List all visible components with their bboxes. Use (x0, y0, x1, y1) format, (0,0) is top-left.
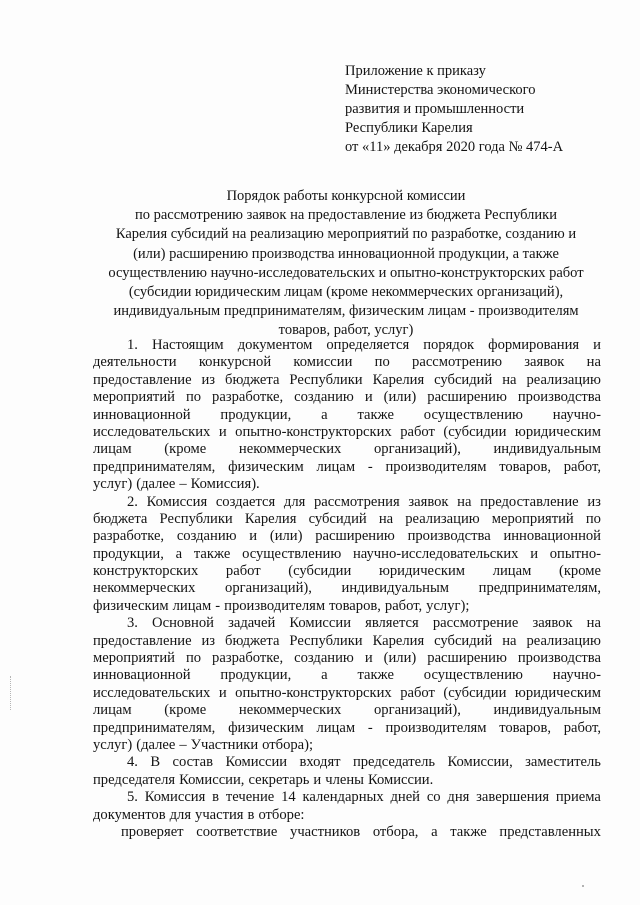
body-line (93, 702, 601, 719)
body-word: лицам (316, 719, 356, 736)
title-line: индивидуальным предпринимателям, физическим лицам - производителям (113, 303, 579, 320)
body-word: на (586, 615, 601, 632)
body-word: участников (290, 823, 361, 840)
body-line (93, 476, 601, 493)
body-word: 1. (127, 337, 138, 353)
body-word: Республики (289, 632, 363, 649)
body-word: научно- (552, 667, 601, 684)
body-word: деятельности (93, 354, 177, 371)
body-word: реализацию (526, 632, 601, 649)
body-word: производства (407, 528, 491, 545)
body-word: В (150, 754, 161, 771)
body-word: работ (400, 423, 435, 440)
body-line (93, 667, 601, 684)
body-word: лицам (172, 597, 212, 614)
body-line (93, 772, 601, 789)
body-word: заместитель (525, 754, 601, 771)
scan-dot-mark (582, 885, 584, 887)
body-word: в (247, 806, 255, 823)
body-word: и (364, 389, 373, 406)
body-word: 4. (127, 754, 138, 771)
body-word: также (450, 823, 487, 840)
appendix-line: развития и промышленности (345, 101, 525, 117)
body-word: опытно-конструкторских (235, 684, 392, 701)
body-word: Комиссии (225, 754, 288, 771)
body-word: научно- (552, 406, 601, 423)
body-word: мероприятий (491, 510, 574, 527)
body-word: субсидий (434, 371, 493, 388)
body-word: рассмотрения (313, 493, 400, 510)
body-line (93, 337, 601, 354)
body-word: субсидий (308, 510, 367, 527)
document-title (86, 187, 606, 341)
body-word: конструкторских (93, 563, 199, 580)
body-line (93, 807, 601, 824)
body-word: индивидуальным (341, 580, 450, 597)
body-line (93, 580, 601, 597)
body-word: товаров, (499, 458, 551, 475)
body-word: юридическим (378, 563, 466, 580)
body-word: созданию (294, 389, 354, 406)
body-word: из (201, 632, 216, 649)
body-word: Карелия (372, 371, 425, 388)
body-word: также (193, 545, 231, 562)
body-word: течение (225, 789, 275, 806)
body-word: Комиссии (289, 615, 352, 632)
body-word: Карелия (244, 510, 297, 527)
body-word: календарных (302, 789, 384, 806)
body-word: физическим (228, 458, 304, 475)
body-word: из (587, 493, 601, 510)
body-word: созданию (176, 528, 237, 545)
body-word: председатель (352, 754, 436, 771)
body-word: Республики (159, 510, 233, 527)
body-word: лицам (492, 563, 532, 580)
body-word: мероприятий (93, 650, 175, 667)
body-word: порядок (423, 337, 475, 353)
body-word: также (357, 406, 394, 423)
body-word: 14 (281, 789, 296, 806)
body-word: научно-исследовательских (352, 545, 519, 562)
body-word: отбора, (372, 823, 419, 840)
body-line (93, 737, 601, 754)
appendix-line: Приложение к приказу (345, 63, 486, 79)
body-word: – (179, 736, 187, 753)
body-word: (кроме (164, 441, 207, 458)
body-word: Комиссия (144, 789, 206, 806)
body-word: (кроме (558, 563, 601, 580)
body-word: бюджета (93, 510, 148, 527)
body-word: и (218, 684, 227, 701)
body-word: расширению (427, 389, 507, 406)
title-line: (или) расширению производства инновационной продукции, а также (133, 245, 559, 262)
body-line (93, 685, 601, 702)
body-word: организаций), (373, 441, 461, 458)
body-word: приема (555, 789, 601, 806)
body-word: некоммерческих (238, 702, 342, 719)
body-word: а (431, 823, 438, 840)
body-word: инновационной (93, 406, 191, 423)
body-word: предпринимателям, (478, 580, 601, 597)
body-word: работ (225, 563, 261, 580)
body-line (93, 754, 601, 771)
body-word: организаций), (373, 702, 461, 719)
body-word: осуществлению (242, 545, 342, 562)
body-word: является (365, 615, 419, 632)
body-word: 5. (127, 789, 138, 806)
body-word: секретарь (248, 771, 310, 788)
body-word: расширению (315, 528, 395, 545)
body-line (93, 389, 601, 406)
body-line (93, 372, 601, 389)
body-word: определяется (326, 337, 410, 353)
body-word: производства (517, 650, 601, 667)
body-word: и (218, 423, 227, 440)
body-line (93, 789, 601, 806)
body-word: Комиссия). (190, 476, 260, 493)
body-word: (кроме (164, 702, 207, 719)
body-word: исследовательских (93, 684, 211, 701)
body-word: продукции, (93, 545, 164, 562)
body-word: рассмотрению (412, 354, 502, 371)
body-word: представленных (499, 823, 601, 840)
body-line (93, 441, 601, 458)
body-line (93, 824, 601, 841)
appendix-line: от «11» декабря 2020 года № 474-А (345, 139, 564, 155)
body-word: услуг); (426, 597, 470, 614)
body-word: (субсидии (288, 563, 352, 580)
body-word: производства (517, 389, 601, 406)
body-word: и (249, 528, 258, 545)
title-line: (субсидии юридическим лицам (кроме некоммерческих организаций), (128, 284, 564, 301)
body-word: - (367, 719, 373, 736)
body-word: по (374, 354, 390, 371)
body-line (93, 598, 601, 615)
body-word: некоммерческих (93, 580, 196, 597)
document-body (93, 337, 601, 841)
body-word: комиссии (293, 354, 353, 371)
body-word: лицам (316, 458, 356, 475)
body-word: осуществлению (423, 406, 523, 423)
body-line (93, 528, 601, 545)
title-line: осуществлению научно-исследовательских и опытно-конструкторских работ (108, 264, 584, 281)
body-word: документов (93, 806, 166, 823)
body-word: для (283, 493, 306, 510)
body-word: бюджета (225, 632, 280, 649)
body-word: - (215, 597, 221, 614)
body-word: дня (447, 789, 470, 806)
body-word: создается (215, 493, 276, 510)
body-line (93, 633, 601, 650)
body-word: индивидуальным (493, 702, 601, 719)
appendix-block (345, 62, 615, 157)
body-word: работ, (563, 458, 601, 475)
body-word: входят (299, 754, 341, 771)
body-word: проверяет (121, 823, 184, 840)
body-word: физическим (93, 597, 169, 614)
body-word: Комиссия (146, 493, 208, 510)
body-word: (субсидии (443, 423, 507, 440)
body-word: Участники (190, 736, 259, 753)
body-word: продукции, (220, 667, 292, 684)
body-word: (далее (136, 736, 176, 753)
body-word: Республики (289, 371, 363, 388)
body-word: расширению (427, 650, 507, 667)
body-word: на (502, 371, 517, 388)
body-word: соответствие (196, 823, 278, 840)
body-word: дней (390, 789, 420, 806)
body-line (93, 459, 601, 476)
body-word: Настоящим (151, 337, 224, 353)
body-word: лицам (93, 702, 132, 719)
body-line (93, 563, 601, 580)
body-word: предоставление (480, 493, 579, 510)
body-line (93, 494, 601, 511)
body-word: юридическим (514, 684, 601, 701)
body-word: формирования (488, 337, 580, 353)
body-word: индивидуальным (493, 441, 601, 458)
body-line (93, 650, 601, 667)
body-line (93, 511, 601, 528)
body-word: реализацию (405, 510, 480, 527)
body-word: производителям (385, 719, 487, 736)
body-word: отборе: (258, 806, 305, 823)
body-word: производителям (385, 458, 487, 475)
body-word: работ, (563, 719, 601, 736)
title-line: Карелия субсидий на реализацию мероприятий по разработке, созданию и (115, 226, 577, 243)
body-word: осуществлению (423, 667, 523, 684)
body-word: по (185, 389, 202, 406)
body-word: товаров, (329, 597, 381, 614)
body-word: предоставление (93, 632, 192, 649)
body-word: а (321, 667, 328, 684)
body-word: 2. (127, 493, 138, 510)
appendix-line: Республики Карелия (345, 120, 473, 136)
body-word: юридическим (514, 423, 601, 440)
body-word: участия (195, 806, 244, 823)
title-line: Порядок работы конкурсной комиссии (226, 188, 466, 204)
scan-margin-mark (10, 676, 12, 710)
body-word: опытно-конструкторских (235, 423, 392, 440)
body-word: - (367, 458, 373, 475)
body-word: председателя (93, 771, 176, 788)
body-word: лицам (93, 441, 132, 458)
body-word: по (585, 510, 601, 527)
body-word: члены (325, 771, 364, 788)
body-word: Карелия (372, 632, 425, 649)
appendix-line: Министерства экономического (345, 82, 536, 98)
body-word: созданию (294, 650, 354, 667)
body-word: по (185, 650, 202, 667)
body-word: документом (237, 337, 313, 353)
body-word: (или) (269, 528, 303, 545)
body-word: (или) (383, 389, 417, 406)
body-word: конкурсной (198, 354, 272, 371)
body-word: и (530, 545, 538, 562)
body-word: работ, (384, 597, 423, 614)
body-word: заявок (524, 354, 565, 371)
body-word: предпринимателям, (93, 458, 216, 475)
body-word: (субсидии (443, 684, 507, 701)
body-word: отбора); (262, 736, 314, 753)
body-word: завершения (476, 789, 550, 806)
body-word: мероприятий (93, 389, 175, 406)
body-word: Основной (152, 615, 214, 632)
body-word: некоммерческих (238, 441, 342, 458)
body-word: услуг) (93, 736, 133, 753)
body-word: также (357, 667, 394, 684)
body-word: (далее (136, 476, 176, 493)
title-line: по рассмотрению заявок на предоставление из бюджета Республики (134, 207, 557, 224)
body-line (93, 546, 601, 563)
body-line (93, 720, 601, 737)
body-word: разработке, (212, 389, 284, 406)
body-word: предпринимателям, (93, 719, 216, 736)
body-word: и (313, 771, 322, 788)
body-line (93, 615, 601, 632)
body-word: реализацию (526, 371, 601, 388)
body-line (93, 354, 601, 371)
body-word: и (364, 650, 373, 667)
body-word: состав (172, 754, 214, 771)
body-word: – (179, 476, 187, 493)
body-word: Комиссии, (447, 754, 513, 771)
body-word: инновационной (93, 667, 191, 684)
body-word: со (426, 789, 441, 806)
body-word: работ (400, 684, 435, 701)
body-word: а (321, 406, 328, 423)
body-word: для (169, 806, 192, 823)
body-word: субсидий (434, 632, 493, 649)
body-word: продукции, (220, 406, 292, 423)
body-word: исследовательских (93, 423, 211, 440)
body-line (93, 407, 601, 424)
body-word: (или) (383, 650, 417, 667)
body-word: производителям (224, 597, 326, 614)
body-word: разработке, (93, 528, 165, 545)
body-word: Комиссии. (367, 771, 434, 788)
body-word: а (175, 545, 183, 562)
title-line: товаров, работ, услуг) (278, 322, 414, 339)
body-word: инновационной (503, 528, 601, 545)
body-word: предоставление (93, 371, 192, 388)
body-word: задачей (228, 615, 276, 632)
body-word: на (378, 510, 394, 527)
body-word: рассмотрение (432, 615, 519, 632)
body-word: Комиссии, (179, 771, 245, 788)
body-word: услуг) (93, 476, 133, 493)
body-word: заявок (408, 493, 449, 510)
body-word: на (457, 493, 472, 510)
body-word: заявок (532, 615, 573, 632)
body-word: в (212, 789, 220, 806)
body-word: разработке, (212, 650, 284, 667)
body-word: из (201, 371, 216, 388)
body-word: организаций), (225, 580, 312, 597)
body-line (93, 424, 601, 441)
body-word: бюджета (225, 371, 280, 388)
body-word: на (502, 632, 517, 649)
body-word: на (586, 354, 601, 371)
body-word: физическим (228, 719, 304, 736)
body-word: и (593, 337, 601, 353)
body-word: 3. (127, 615, 138, 632)
body-word: товаров, (499, 719, 551, 736)
body-word: опытно- (549, 545, 601, 562)
